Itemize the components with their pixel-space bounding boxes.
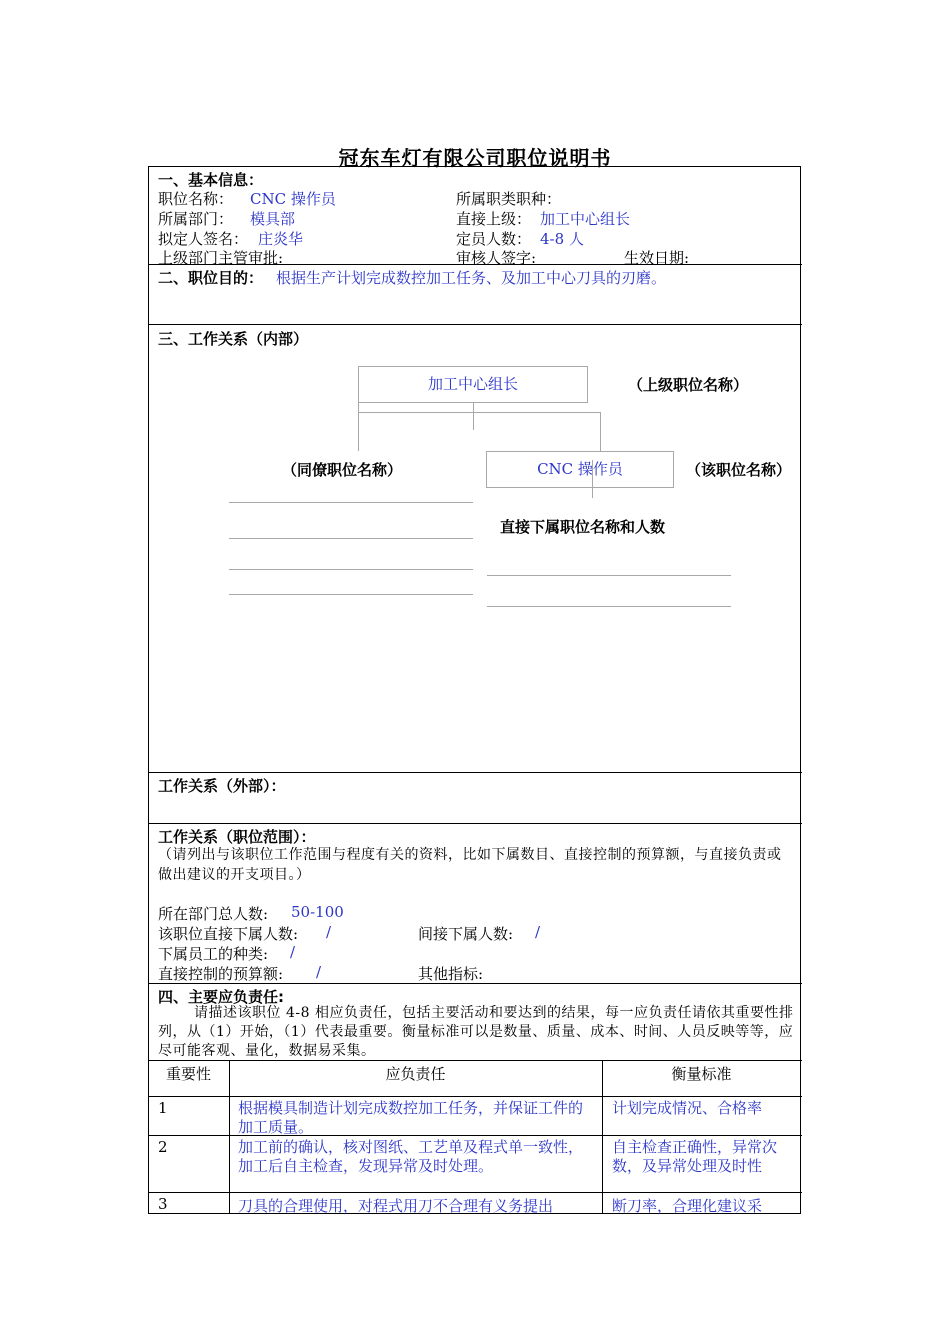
- org-connector: [358, 403, 359, 451]
- divider: [148, 1096, 802, 1097]
- duty-rank: 3: [158, 1195, 168, 1213]
- self-position-box: CNC 操作员: [486, 451, 674, 488]
- duty-measure: 自主检查正确性，异常次数，及异常处理及时性: [612, 1138, 778, 1175]
- duty-measure: 计划完成情况、合格率: [612, 1099, 763, 1117]
- budget-value: /: [316, 963, 322, 981]
- subordinate-type-label: 下属员工的种类:: [158, 945, 269, 963]
- column-header-duty: 应负责任: [385, 1065, 446, 1083]
- direct-subordinates-label: 该职位直接下属人数:: [158, 925, 299, 943]
- self-caption: （该职位名称）: [686, 461, 792, 479]
- approval-label: 上级部门主管审批:: [158, 249, 284, 267]
- peer-blank-line: [229, 538, 473, 539]
- position-label: 职位名称：: [158, 190, 234, 208]
- org-connector: [592, 460, 593, 498]
- peer-blank-line: [229, 569, 473, 570]
- org-connector: [600, 412, 601, 451]
- duty-text: 刀具的合理使用，对程式用刀不合理有义务提出: [238, 1197, 554, 1215]
- dept-value: 模具部: [250, 210, 296, 228]
- superior-caption: （上级职位名称）: [628, 376, 749, 394]
- indirect-subordinates-value: /: [535, 923, 541, 941]
- duties-note: 请描述该职位 4-8 相应负责任，包括主要活动和要达到的结果，每一应负责任请依其重要性排列，从（1）开始，（1）代表最重要。衡量标准可以是数量、质量、成本、时间、人员反映等等，应尽可能客观、量化，数据易采集。: [158, 1005, 794, 1059]
- other-indicators-label: 其他指标:: [418, 965, 484, 983]
- superior-value: 加工中心组长: [540, 210, 631, 228]
- duty-rank: 2: [158, 1138, 168, 1156]
- basic-info-heading: 一、基本信息：: [158, 171, 264, 189]
- category-label: 所属职类职种：: [456, 190, 562, 208]
- scope-note: （请列出与该职位工作范围与程度有关的资料，比如下属数目、直接控制的预算额，与直接负责或做出建议的开支项目。）: [158, 847, 782, 883]
- subordinate-blank-line: [487, 606, 731, 607]
- drafter-label: 拟定人签名：: [158, 230, 249, 248]
- position-value: CNC 操作员: [250, 190, 336, 208]
- superior-label: 直接上级：: [456, 210, 532, 228]
- duty-measure: 断刀率，合理化建议采: [612, 1197, 763, 1215]
- indirect-subordinates-label: 间接下属人数:: [418, 925, 514, 943]
- internal-relations-heading: 三、工作关系（内部）: [158, 330, 309, 348]
- reviewer-label: 审核人签字:: [456, 249, 537, 267]
- duties-heading: 四、主要应负责任:: [158, 988, 284, 1006]
- superior-position-box: 加工中心组长: [358, 366, 588, 403]
- column-header-measure: 衡量标准: [671, 1065, 732, 1083]
- effective-date-label: 生效日期:: [624, 249, 690, 267]
- dept-label: 所属部门：: [158, 210, 234, 228]
- external-relations-heading: 工作关系（外部）：: [158, 777, 286, 795]
- org-connector: [358, 412, 600, 413]
- headcount-value: 4-8 人: [540, 230, 584, 248]
- drafter-value: 庄炎华: [258, 230, 304, 248]
- org-connector: [473, 403, 474, 430]
- divider: [148, 324, 802, 325]
- dept-total-label: 所在部门总人数:: [158, 905, 269, 923]
- column-header-importance: 重要性: [165, 1065, 211, 1083]
- dept-total-value: 50-100: [291, 903, 344, 921]
- divider: [148, 772, 802, 773]
- subordinate-caption: 直接下属职位名称和人数: [500, 518, 666, 536]
- direct-subordinates-value: /: [326, 923, 332, 941]
- purpose-heading: 二、职位目的：: [158, 269, 264, 287]
- divider: [148, 1192, 802, 1193]
- duty-text: 加工前的确认，核对图纸、工艺单及程式单一致性，加工后自主检查，发现异常及时处理。: [238, 1138, 584, 1175]
- budget-label: 直接控制的预算额:: [158, 965, 284, 983]
- subordinate-type-value: /: [290, 943, 296, 961]
- duty-rank: 1: [158, 1099, 168, 1117]
- scope-heading: 工作关系（职位范围）：: [158, 828, 316, 846]
- peer-caption: （同僚职位名称）: [282, 461, 403, 479]
- duty-text: 根据模具制造计划完成数控加工任务，并保证工件的加工质量。: [238, 1099, 584, 1136]
- headcount-label: 定员人数：: [456, 230, 532, 248]
- peer-blank-line: [229, 502, 473, 503]
- document-title: 冠东车灯有限公司职位说明书: [338, 146, 612, 170]
- purpose-text: 根据生产计划完成数控加工任务、及加工中心刀具的刃磨。: [276, 269, 667, 287]
- divider: [148, 823, 802, 824]
- peer-blank-line: [229, 594, 473, 595]
- subordinate-blank-line: [487, 575, 731, 576]
